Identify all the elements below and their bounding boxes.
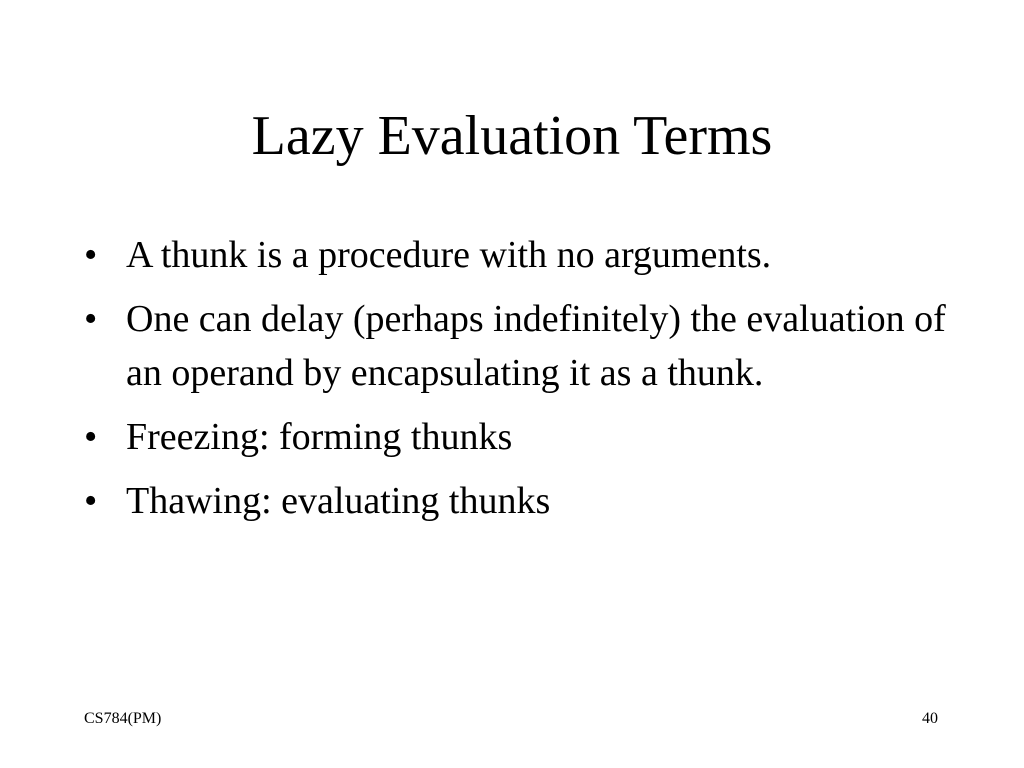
bullet-text: Freezing: forming thunks	[126, 416, 513, 458]
bullet-item-delay-evaluation	[84, 292, 964, 400]
bullet-item-thunk-definition	[84, 228, 964, 282]
bullet-text: One can delay (perhaps indefinitely) the evaluation of an operand by encapsulating it as a thunk.	[126, 298, 946, 394]
bullet-text: A thunk is a procedure with no arguments.	[126, 234, 772, 276]
footer-page-number: 40	[922, 710, 938, 727]
bullet-text: Thawing: evaluating thunks	[126, 480, 551, 522]
bullet-icon: •	[84, 480, 98, 522]
bullet-icon: •	[84, 298, 98, 340]
bullet-item-thawing	[84, 474, 964, 528]
bullet-item-freezing	[84, 410, 964, 464]
slide-title: Lazy Evaluation Terms	[251, 105, 773, 167]
bullet-icon: •	[84, 416, 98, 458]
bullet-list	[84, 228, 964, 538]
footer-course-label: CS784(PM)	[84, 710, 162, 727]
bullet-icon: •	[84, 234, 98, 276]
